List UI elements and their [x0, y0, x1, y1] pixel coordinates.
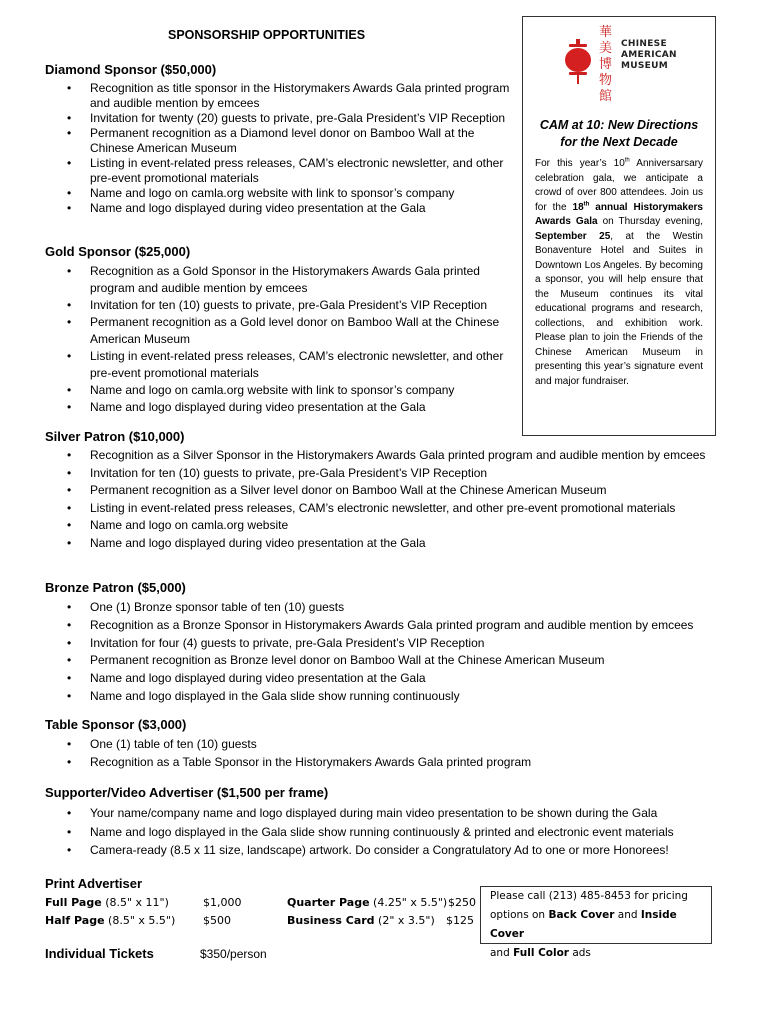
- list-item: • Permanent recognition as Bronze level donor on Bamboo Wall at the Chinese American Museum: [45, 652, 745, 670]
- bronze-list: [45, 599, 745, 706]
- logo-chinese-characters: 華 美 博 物 館: [599, 25, 613, 104]
- list-item: • Permanent recognition as a Diamond level donor on Bamboo Wall at the Chinese American Museum: [45, 126, 515, 156]
- list-item: • Permanent recognition as a Silver level donor on Bamboo Wall at the Chinese American Museum: [45, 482, 717, 500]
- list-item: • Name and logo displayed during video presentation at the Gala: [45, 670, 745, 688]
- list-item: • Name and logo displayed during video presentation at the Gala: [45, 535, 717, 553]
- list-item: • Name and logo displayed during video presentation at the Gala: [45, 201, 515, 216]
- lantern-icon: [563, 39, 593, 85]
- supporter-list: [45, 804, 745, 860]
- list-item: • Name and logo displayed during video presentation at the Gala: [45, 399, 515, 416]
- list-item: • Permanent recognition as a Gold level donor on Bamboo Wall at the Chinese American Museum: [45, 314, 515, 348]
- list-item: • Name and logo displayed in the Gala slide show running continuously: [45, 688, 745, 706]
- list-item: • Your name/company name and logo displayed during main video presentation to be shown during the Gala: [45, 804, 745, 823]
- list-item: • Recognition as title sponsor in the Historymakers Awards Gala printed program and audible mention by emcees: [45, 81, 515, 111]
- quarter-page-row: Quarter Page (4.25" x 5.5"): [287, 896, 448, 909]
- list-item: • Recognition as a Silver Sponsor in the Historymakers Awards Gala printed program and audible mention by emcees: [45, 447, 717, 465]
- list-item: • Listing in event-related press releases, CAM’s electronic newsletter, and other pre-event promotional materials: [45, 348, 515, 382]
- half-page-price: $500: [203, 914, 231, 927]
- gold-list: [45, 263, 515, 416]
- list-item: • Name and logo on camla.org website with link to sponsor’s company: [45, 382, 515, 399]
- list-item: • Invitation for twenty (20) guests to private, pre-Gala President’s VIP Reception: [45, 111, 515, 126]
- silver-list: [45, 447, 717, 552]
- table-sponsor-heading: Table Sponsor ($3,000): [45, 717, 187, 732]
- pricing-contact-box: Please call (213) 485-8453 for pricing options on Back Cover and Inside Cover and Full Color ads: [480, 886, 712, 944]
- sidebar-title: CAM at 10: New Directions for the Next Decade: [539, 118, 699, 149]
- gold-heading: Gold Sponsor ($25,000): [45, 244, 191, 259]
- list-item: • Recognition as a Gold Sponsor in the Historymakers Awards Gala printed program and audible mention by emcees: [45, 263, 515, 297]
- page-title: SPONSORSHIP OPPORTUNITIES: [168, 28, 366, 42]
- bronze-heading: Bronze Patron ($5,000): [45, 580, 186, 595]
- quarter-page-price: $250: [448, 896, 476, 909]
- museum-logo: [563, 25, 683, 105]
- diamond-heading: Diamond Sponsor ($50,000): [45, 62, 217, 77]
- print-advertiser-heading: Print Advertiser: [45, 876, 143, 891]
- tickets-heading: Individual Tickets: [45, 946, 154, 961]
- list-item: • Listing in event-related press releases, CAM’s electronic newsletter, and other pre-event promotional materials: [45, 156, 515, 186]
- list-item: • Listing in event-related press releases, CAM’s electronic newsletter, and other pre-event promotional materials: [45, 500, 717, 518]
- list-item: • Name and logo displayed in the Gala slide show running continuously & printed and electronic event materials: [45, 823, 745, 842]
- list-item: • Invitation for four (4) guests to private, pre-Gala President’s VIP Reception: [45, 635, 745, 653]
- sidebar-body-text: For this year’s 10th Anniversarsary celebration gala, we anticipate a crowd of over 800 attendees. Join us for the 18th annual Historymakers Awards Gala on Thursday evening, September 25, at the Westin Bonaventure Hotel and Suites in Downtown Los Angeles. By becoming a sponsor, you will help ensure that the Museum continues its vital educational programs and research, collections, and exhibition work. Please plan to join the Friends of the Chinese American Museum in presenting this year’s signature event and major fundraiser.: [535, 157, 703, 387]
- tickets-price: $350/person: [200, 947, 267, 961]
- business-card-price: $125: [446, 914, 474, 927]
- supporter-heading: Supporter/Video Advertiser ($1,500 per frame): [45, 785, 329, 800]
- cam-sidebar-box: [522, 16, 716, 436]
- list-item: • Recognition as a Bronze Sponsor in Historymakers Awards Gala printed program and audible mention by emcees: [45, 617, 745, 635]
- full-page-row: Full Page (8.5" x 11"): [45, 896, 169, 909]
- full-page-price: $1,000: [203, 896, 242, 909]
- list-item: • Invitation for ten (10) guests to private, pre-Gala President’s VIP Reception: [45, 465, 717, 483]
- diamond-list: [45, 81, 515, 216]
- list-item: • Name and logo on camla.org website: [45, 517, 717, 535]
- list-item: • Invitation for ten (10) guests to private, pre-Gala President’s VIP Reception: [45, 297, 515, 314]
- list-item: • One (1) Bronze sponsor table of ten (10) guests: [45, 599, 745, 617]
- logo-wordmark: CHINESE AMERICAN MUSEUM: [621, 39, 677, 71]
- list-item: • Camera-ready (8.5 x 11 size, landscape) artwork. Do consider a Congratulatory Ad to one or more Honorees!: [45, 841, 745, 860]
- list-item: • One (1) table of ten (10) guests: [45, 736, 745, 754]
- silver-heading: Silver Patron ($10,000): [45, 429, 185, 444]
- business-card-row: Business Card (2" x 3.5"): [287, 914, 435, 927]
- list-item: • Recognition as a Table Sponsor in the Historymakers Awards Gala printed program: [45, 754, 745, 772]
- list-item: • Name and logo on camla.org website with link to sponsor’s company: [45, 186, 515, 201]
- table-sponsor-list: [45, 736, 745, 771]
- half-page-row: Half Page (8.5" x 5.5"): [45, 914, 176, 927]
